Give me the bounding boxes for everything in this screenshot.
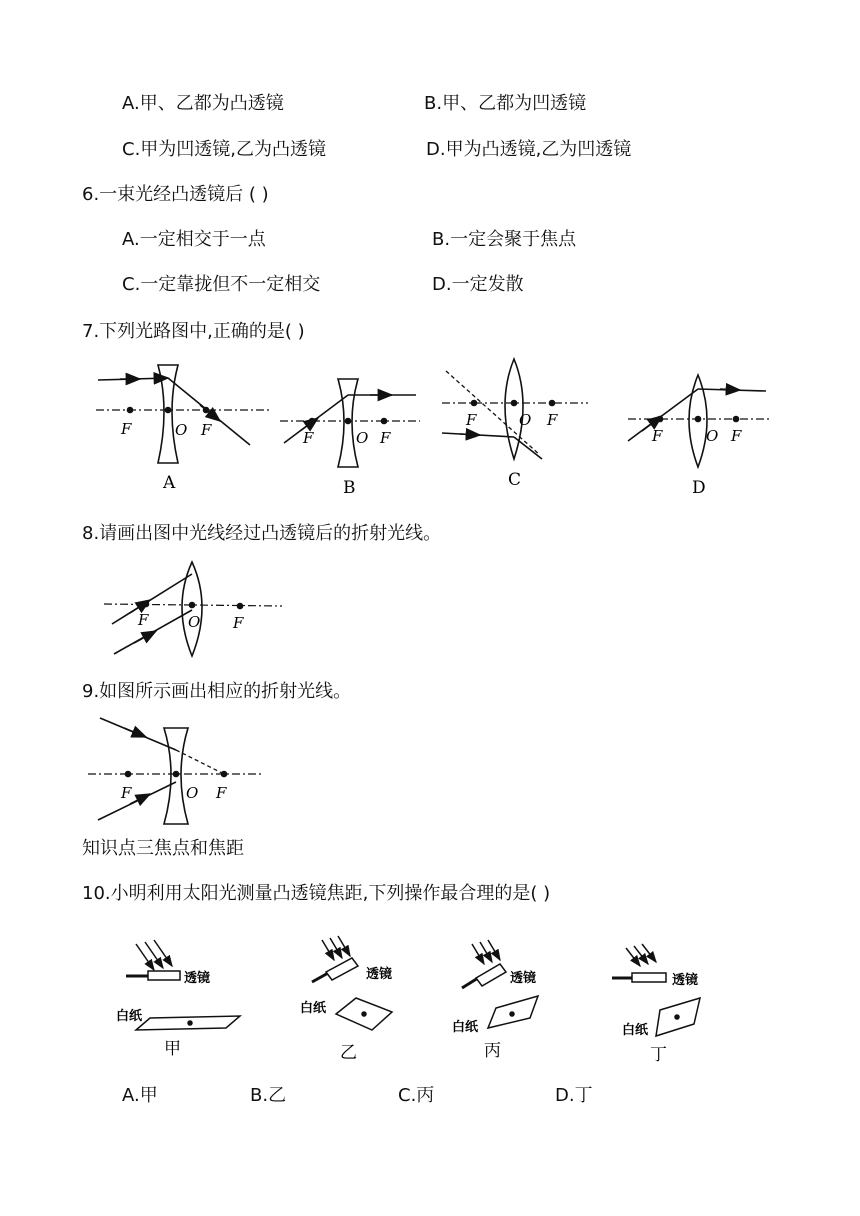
q7-figure-b — [280, 379, 420, 467]
q8-focus-left: F — [138, 611, 149, 629]
q10-yi-paper-label: 白纸 — [300, 1001, 327, 1016]
q10-setups — [0, 930, 860, 1080]
q5-option-c: C.甲为凹透镜,乙为凸透镜 — [122, 139, 327, 160]
q10-stem: 10.小明利用太阳光测量凸透镜焦距,下列操作最合理的是( ) — [82, 883, 551, 904]
q10-bing-lens-label: 透镜 — [510, 971, 537, 986]
q7-a-caption: A — [163, 473, 176, 493]
q7-a-focus-left: F — [121, 420, 132, 438]
q10-option-a: A.甲 — [122, 1085, 158, 1106]
q7-c-focus-right: F — [547, 411, 558, 429]
q6-option-d: D.一定发散 — [432, 274, 524, 295]
q7-c-focus-left: F — [466, 411, 477, 429]
q6-stem: 6.一束光经凸透镜后 ( ) — [82, 184, 269, 205]
q7-figure-c — [442, 359, 588, 459]
q7-a-focus-right: F — [201, 421, 212, 439]
q8-convex-lens — [182, 562, 202, 656]
q10-option-d: D.丁 — [555, 1085, 593, 1106]
q8-ray-diagram — [0, 552, 300, 662]
q7-b-focus-right: F — [380, 429, 391, 447]
q6-option-a: A.一定相交于一点 — [122, 229, 266, 250]
q10-jia-lens-label: 透镜 — [184, 971, 211, 986]
q7-figure-d — [628, 375, 770, 467]
q7-c-center: O — [519, 411, 532, 429]
section-title: 知识点三焦点和焦距 — [82, 838, 244, 859]
q5-option-a: A.甲、乙都为凸透镜 — [122, 93, 284, 114]
q10-option-c: C.丙 — [398, 1085, 435, 1106]
q6-option-c: C.一定靠拢但不一定相交 — [122, 274, 321, 295]
q7-b-focus-left: F — [303, 429, 314, 447]
q9-center: O — [186, 784, 199, 802]
q10-bing-caption: 丙 — [484, 1041, 501, 1061]
q10-jia-caption: 甲 — [164, 1039, 181, 1059]
q8-stem: 8.请画出图中光线经过凸透镜后的折射光线。 — [82, 523, 442, 544]
concave-lens-a — [158, 365, 178, 463]
q7-b-caption: B — [343, 478, 356, 498]
q10-ding-paper-label: 白纸 — [622, 1023, 649, 1038]
q9-ray-diagram — [0, 710, 300, 830]
q7-d-focus-right: F — [731, 427, 742, 445]
q10-ding-lens-label: 透镜 — [672, 973, 699, 988]
q7-d-caption: D — [692, 478, 706, 498]
q7-stem: 7.下列光路图中,正确的是( ) — [82, 321, 305, 342]
q10-setup-jia — [126, 940, 240, 1030]
q7-figure-a — [96, 365, 272, 463]
convex-lens-c — [505, 359, 523, 459]
q9-focus-right: F — [216, 784, 227, 802]
q7-ray-diagrams — [0, 355, 860, 505]
q9-stem: 9.如图所示画出相应的折射光线。 — [82, 681, 352, 702]
q7-d-focus-left: F — [652, 427, 663, 445]
q10-ding-caption: 丁 — [650, 1045, 667, 1065]
q10-bing-paper-label: 白纸 — [452, 1020, 479, 1035]
q10-yi-caption: 乙 — [340, 1043, 357, 1063]
q10-jia-paper-label: 白纸 — [116, 1009, 143, 1024]
q5-option-d: D.甲为凸透镜,乙为凹透镜 — [426, 139, 632, 160]
q7-c-caption: C — [508, 470, 522, 490]
q8-center: O — [188, 613, 201, 631]
q9-focus-left: F — [121, 784, 132, 802]
q5-option-b: B.甲、乙都为凹透镜 — [424, 93, 587, 114]
q7-a-center: O — [175, 421, 188, 439]
q7-b-center: O — [356, 429, 369, 447]
q10-yi-lens-label: 透镜 — [366, 967, 393, 982]
q10-option-b: B.乙 — [250, 1085, 287, 1106]
q8-focus-right: F — [233, 614, 244, 632]
q6-option-b: B.一定会聚于焦点 — [432, 229, 577, 250]
q7-d-center: O — [706, 427, 719, 445]
